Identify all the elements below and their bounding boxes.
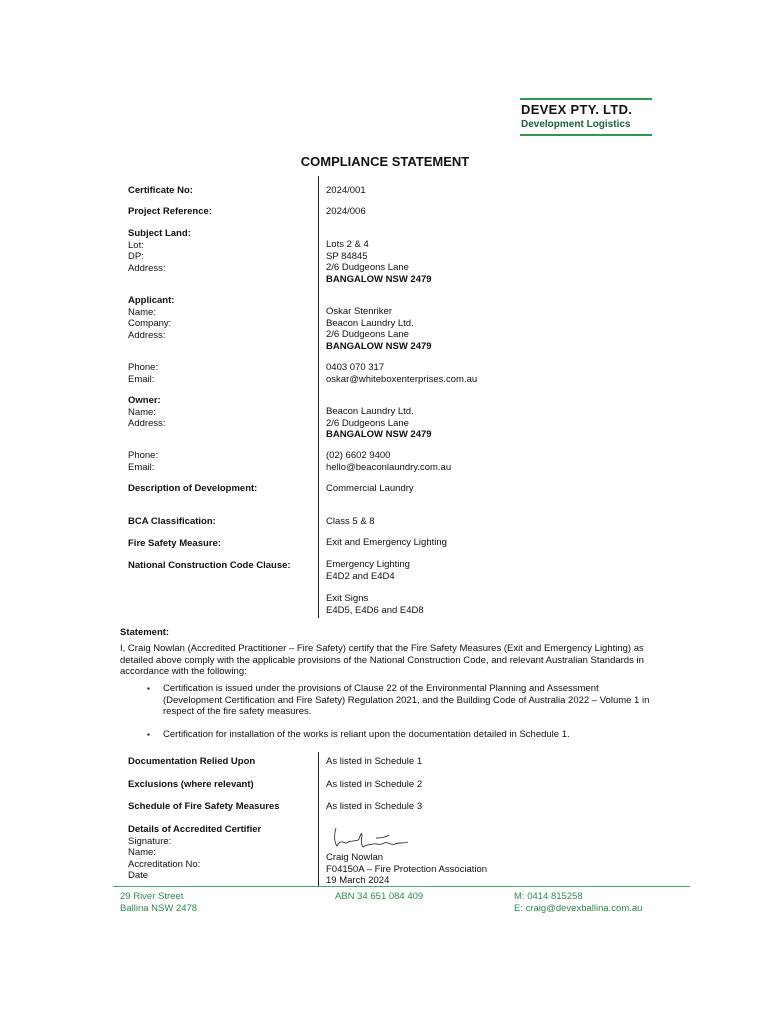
footer-town: Ballina NSW 2478 bbox=[120, 902, 198, 914]
list-item: ▪ Certification is issued under the provisions of Clause 22 of the Environmental Planning and Assessment (Development Certification and Fire Safety) Regulation 2021, and the Building Code of Australia 2022 – Volume 1 in respect of the fire safety measures. bbox=[147, 683, 650, 717]
owner-name-label: Name: bbox=[128, 406, 156, 418]
schedule-value-exclusions: As listed in Schedule 2 bbox=[326, 779, 423, 790]
schedule-value-measures: As listed in Schedule 3 bbox=[326, 801, 423, 812]
ncc-emergency-clauses: E4D2 and E4D4 bbox=[326, 570, 395, 582]
applicant-contact-values bbox=[326, 362, 477, 385]
page-title: COMPLIANCE STATEMENT bbox=[300, 154, 470, 169]
subject-land-values bbox=[326, 239, 432, 285]
footer-email: E: craig@devexballina.com.au bbox=[514, 902, 643, 914]
ncc-emergency-title: Emergency Lighting bbox=[326, 559, 410, 570]
bullet-icon: ▪ bbox=[147, 684, 150, 693]
ncc-exit-title: Exit Signs bbox=[326, 593, 369, 604]
owner-labels bbox=[128, 395, 166, 430]
applicant-labels bbox=[128, 295, 174, 341]
header-rule-bottom bbox=[520, 134, 652, 136]
footer-contact bbox=[514, 891, 642, 914]
ncc-emergency bbox=[326, 559, 410, 582]
applicant-company-label: Company: bbox=[128, 318, 172, 329]
column-divider-bottom bbox=[318, 752, 319, 886]
address-label: Address: bbox=[128, 262, 166, 274]
dp-value: SP 84845 bbox=[326, 250, 368, 262]
header-rule-top bbox=[520, 98, 652, 100]
dp-label: DP: bbox=[128, 251, 144, 262]
address-street: 2/6 Dudgeons Lane bbox=[326, 262, 409, 273]
schedule-label-documentation: Documentation Relied Upon bbox=[128, 756, 256, 767]
footer-street: 29 River Street bbox=[120, 891, 184, 902]
list-item: ▪ Certification for installation of the works is reliant upon the documentation detailed in Schedule 1. bbox=[147, 728, 570, 740]
owner-street: 2/6 Dudgeons Lane bbox=[326, 417, 409, 429]
subject-land-labels bbox=[128, 228, 191, 274]
certifier-labels bbox=[128, 824, 261, 882]
applicant-name-label: Name: bbox=[128, 306, 156, 318]
footer-rule bbox=[113, 886, 690, 887]
footer-mobile: M: 0414 815258 bbox=[514, 891, 583, 902]
project-value: 2024/006 bbox=[326, 206, 366, 217]
address-town: BANGALOW NSW 2479 bbox=[326, 273, 432, 285]
signature-image bbox=[328, 824, 412, 852]
ncc-exit bbox=[326, 593, 424, 616]
applicant-contact-labels bbox=[128, 362, 158, 385]
date-value: 19 March 2024 bbox=[326, 875, 390, 886]
owner-contact-labels bbox=[128, 450, 158, 473]
certificate-value: 2024/001 bbox=[326, 185, 366, 196]
owner-email-label: Email: bbox=[128, 461, 155, 473]
footer-address bbox=[120, 891, 197, 914]
certifier-name-label: Name: bbox=[128, 847, 156, 858]
schedule-label-measures: Schedule of Fire Safety Measures bbox=[128, 801, 280, 812]
certifier-heading: Details of Accredited Certifier bbox=[128, 824, 262, 835]
owner-name: Beacon Laundry Ltd. bbox=[326, 406, 414, 417]
company-name: DEVEX PTY. LTD. bbox=[521, 102, 633, 117]
certifier-name: Craig Nowlan bbox=[326, 852, 384, 863]
applicant-name: Oskar Stenriker bbox=[326, 306, 392, 317]
accreditation-value: F04150A – Fire Protection Association bbox=[326, 863, 488, 875]
date-label: Date bbox=[128, 870, 149, 881]
applicant-company: Beacon Laundry Ltd. bbox=[326, 317, 414, 329]
applicant-street: 2/6 Dudgeons Lane bbox=[326, 329, 409, 340]
certificate-label: Certificate No: bbox=[128, 185, 193, 196]
owner-phone: (02) 6602 9400 bbox=[326, 450, 391, 461]
applicant-phone-label: Phone: bbox=[128, 362, 159, 373]
development-label: Description of Development: bbox=[128, 483, 258, 494]
project-label: Project Reference: bbox=[128, 206, 212, 217]
statement-paragraph: I, Craig Nowlan (Accredited Practitioner – Fire Safety) certify that the Fire Safety Measures (Exit and Emergency Lighting) as detailed above comply with the applicable provisions of the National Construction Code, and relevant Australian Standards in accordance with the following: bbox=[120, 643, 644, 677]
bca-value: Class 5 & 8 bbox=[326, 516, 375, 527]
fire-measure-label: Fire Safety Measure: bbox=[128, 538, 221, 549]
owner-values bbox=[326, 406, 432, 441]
ncc-exit-clauses: E4D5, E4D6 and E4D8 bbox=[326, 604, 424, 616]
applicant-values bbox=[326, 306, 432, 352]
signature-label: Signature: bbox=[128, 835, 172, 847]
bullet-icon: ▪ bbox=[147, 729, 150, 739]
applicant-town: BANGALOW NSW 2479 bbox=[326, 340, 432, 352]
accreditation-label: Accreditation No: bbox=[128, 858, 201, 870]
statement-heading: Statement: bbox=[120, 627, 170, 638]
owner-town: BANGALOW NSW 2479 bbox=[326, 429, 432, 440]
certifier-values bbox=[326, 852, 487, 887]
schedule-label-exclusions: Exclusions (where relevant) bbox=[128, 779, 254, 790]
lot-value: Lots 2 & 4 bbox=[326, 239, 369, 250]
owner-email: hello@beaconlaundry.com.au bbox=[326, 461, 452, 473]
schedule-value-documentation: As listed in Schedule 1 bbox=[326, 756, 423, 767]
applicant-heading: Applicant: bbox=[128, 295, 175, 306]
ncc-label: National Construction Code Clause: bbox=[128, 560, 291, 571]
owner-contact-values bbox=[326, 450, 451, 473]
development-value: Commercial Laundry bbox=[326, 483, 414, 494]
applicant-email-label: Email: bbox=[128, 373, 155, 385]
owner-heading: Owner: bbox=[128, 395, 161, 406]
applicant-email: oskar@whiteboxenterprises.com.au bbox=[326, 373, 478, 385]
footer-abn: ABN 34 651 084 409 bbox=[335, 891, 424, 902]
company-tagline: Development Logistics bbox=[521, 119, 631, 130]
lot-label: Lot: bbox=[128, 239, 144, 251]
subject-land-heading: Subject Land: bbox=[128, 228, 191, 239]
applicant-phone: 0403 070 317 bbox=[326, 362, 385, 373]
owner-address-label: Address: bbox=[128, 418, 166, 429]
bca-label: BCA Classification: bbox=[128, 516, 216, 527]
statement-bullets bbox=[143, 683, 653, 740]
owner-phone-label: Phone: bbox=[128, 450, 159, 461]
fire-measure-value: Exit and Emergency Lighting bbox=[326, 537, 447, 548]
column-divider-top bbox=[318, 176, 319, 618]
applicant-address-label: Address: bbox=[128, 329, 166, 341]
